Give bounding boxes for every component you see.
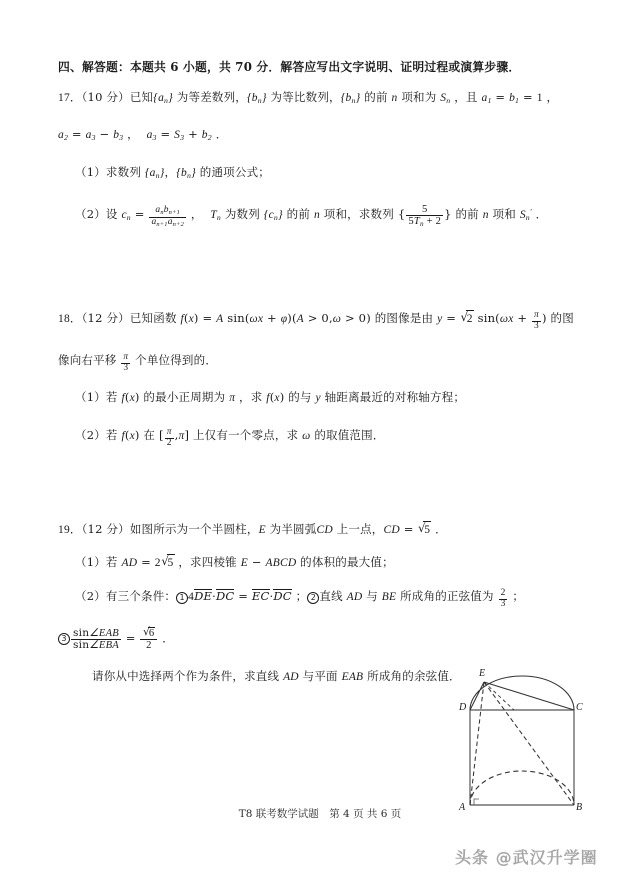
condition-1-icon: 1 bbox=[176, 592, 188, 604]
edge-EB bbox=[484, 682, 574, 805]
footer-text: T8 联考数学试题 第 4 页 共 6 页 bbox=[238, 808, 402, 820]
vertex-label-E: E bbox=[479, 668, 486, 679]
question-19-part-2-prompt: 请你从中选择两个作为条件，求直线 AD 与平面 EAB 所成角的余弦值． bbox=[92, 669, 461, 683]
question-17-stem-line1: 17．（10 分）已知$\{a_n\}$ 为等差数列，$\{b_n\}$ 为等比数列，$\{b_n\}$ 的前 n 项和为 $S_n$ ，且 $a_1 = b_1 = 1$ ， bbox=[58, 90, 559, 106]
edge-EC bbox=[484, 682, 574, 710]
question-17-part-1: （1）求数列 $\{a_n\}$，$\{b_n\}$ 的通项公式； bbox=[75, 165, 270, 181]
question-19-part-2: （2）有三个条件： 1 4DE·DC = EC·DC ； 2 直线 AD 与 BE 所成角的正弦值为 $\frac{2}{3}$ ； bbox=[75, 588, 525, 609]
question-17-part-2: （2）设 $c_n$ = $\frac{a_nb_{n+1}}{a_{n+1}a_{n+2}}$ ， $T_n$ 为数列 $\{c_n\}$ 的前 n 项和，求数列 { $\frac{5}{5T_n + 2}$ } 的前 n 项和 $S_n'$ ． bbox=[75, 204, 548, 229]
q17-number: 17 bbox=[58, 92, 70, 104]
condition-2-icon: 2 bbox=[307, 592, 319, 604]
section-heading: 四、解答题：本题共 6 小题，共 70 分．解答应写出文字说明、证明过程或演算步骤． bbox=[58, 60, 521, 74]
q19-number: 19 bbox=[58, 524, 70, 536]
condition-3-icon: 3 bbox=[58, 633, 70, 645]
q18-points: （12 分） bbox=[81, 311, 130, 325]
question-18-stem-line1: 18．（12 分）已知函数 f(x) = A sin(ωx + φ)(A > 0,ω > 0) 的图像是由 y = √ 2 sin(ωx + $\frac{\pi}{3}$ ) 的图 bbox=[58, 310, 574, 332]
question-18-part-1: （1）若 f(x) 的最小正周期为 π ，求 f(x) 的与 y 轴距离最近的对称轴方程； bbox=[75, 390, 466, 404]
q18-number: 18 bbox=[58, 313, 70, 325]
q19-points: （12 分） bbox=[81, 522, 130, 536]
question-17-stem-line2: $a_2 = a_3 - b_3$ ， $a_3 = S_3 + b_2$ ． bbox=[58, 127, 228, 143]
vertex-label-B: B bbox=[576, 802, 583, 813]
vertex-label-A: A bbox=[459, 802, 466, 813]
vertex-label-C: C bbox=[576, 702, 583, 713]
half-cylinder-figure bbox=[452, 662, 602, 817]
question-19-stem-line1: 19．（12 分）如图所示为一个半圆柱，E 为半圆弧CD 上一点，CD = √ 5 ． bbox=[58, 521, 447, 539]
q17-points: （10 分） bbox=[81, 90, 130, 104]
question-19-condition-3: 3 $\frac{\text{sin∠EAB}}{\text{sin∠EBA}}$ = √ $\frac{6}{2}$ ． bbox=[58, 627, 174, 651]
question-18-part-2: （2）若 f(x) 在 [ $\frac{\pi}{2}$ ,π] 上仅有一个零点，求 ω 的取值范围． bbox=[75, 427, 385, 448]
vertex-label-D: D bbox=[459, 702, 467, 713]
question-18-stem-line2: 像向右平移 $\frac{\pi}{3}$ 个单位得到的． bbox=[58, 352, 218, 373]
half-cylinder-svg bbox=[452, 662, 602, 817]
bottom-arc-hidden bbox=[470, 771, 574, 805]
edge-ED bbox=[470, 682, 484, 710]
page-footer bbox=[0, 806, 640, 821]
right-angle-mark-A bbox=[474, 799, 479, 805]
question-19-part-1: （1）若 AD = 2 √ 5 ，求四棱锥 E − ABCD 的体积的最大值； bbox=[75, 554, 394, 572]
watermark: 头条 @武汉升学圈 bbox=[455, 848, 598, 867]
